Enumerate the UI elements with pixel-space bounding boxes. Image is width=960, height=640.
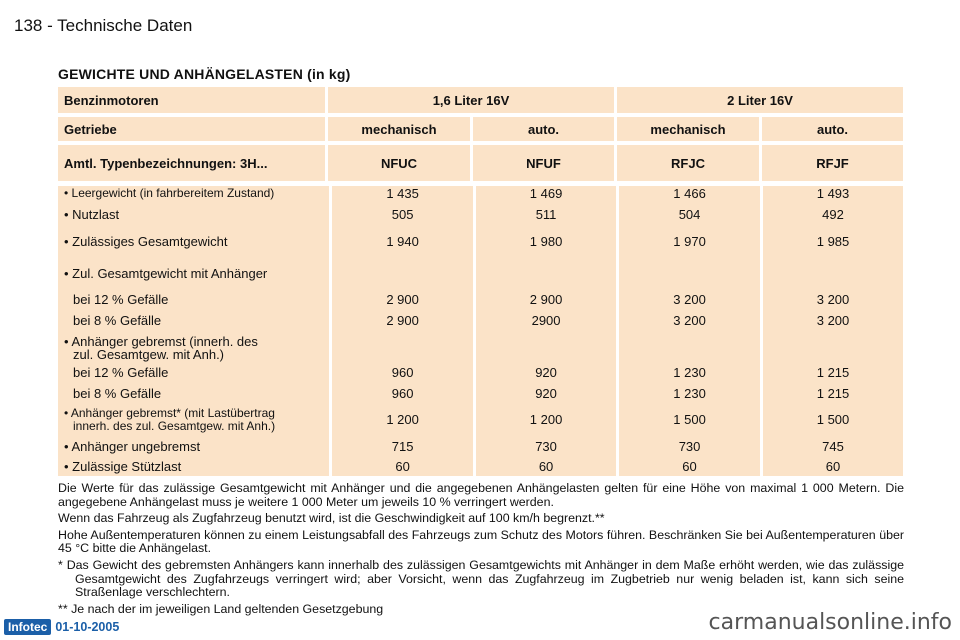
value-cell: 504 xyxy=(678,207,701,222)
value-cell: 730 xyxy=(535,439,557,454)
note-footnote-2: ** Je nach der im jeweiligen Land geltenden Gesetzgebung xyxy=(58,601,384,616)
cell-gearbox-3: mechanisch xyxy=(617,117,759,141)
value-column-rfjf xyxy=(763,186,903,476)
value-cell: 505 xyxy=(391,207,414,222)
value-cell: 60 xyxy=(825,459,841,474)
footer xyxy=(4,619,119,635)
footer-date: 01-10-2005 xyxy=(55,620,120,634)
table-row-engines xyxy=(58,87,903,113)
value-cell: 960 xyxy=(391,365,414,380)
cell-engine-16: 1,6 Liter 16V xyxy=(328,87,614,113)
value-cell: 1 230 xyxy=(673,386,706,401)
value-column-rfjc xyxy=(619,186,760,476)
value-cell: 1 215 xyxy=(816,386,850,401)
value-cell: 1 435 xyxy=(386,186,419,201)
value-cell: 3 200 xyxy=(816,292,850,307)
notes-block xyxy=(58,482,904,619)
label-anh-gebremst-2: zul. Gesamtgew. mit Anh.) xyxy=(73,347,225,362)
value-cell: 1 493 xyxy=(816,186,850,201)
value-cell: 1 970 xyxy=(673,234,706,249)
note-speed: Wenn das Fahrzeug als Zugfahrzeug benutzt wird, ist die Geschwindigkeit auf 100 km/h begrenzt.** xyxy=(58,511,605,526)
label-nutzlast: • Nutzlast xyxy=(64,207,120,222)
label-8-gefaelle-b: bei 8 % Gefälle xyxy=(73,386,162,401)
value-cell: 60 xyxy=(395,459,410,474)
value-cell: 1 469 xyxy=(529,186,563,201)
value-cell: 1 200 xyxy=(529,412,563,427)
cell-type-3: RFJC xyxy=(617,145,759,181)
value-cell: 3 200 xyxy=(816,313,850,328)
value-cell: 1 940 xyxy=(386,234,419,249)
value-cell: 920 xyxy=(535,386,557,401)
value-cell: 60 xyxy=(538,459,554,474)
cell-type-2: NFUF xyxy=(473,145,614,181)
page-header: 138 - Technische Daten xyxy=(14,16,193,35)
value-cell: 3 200 xyxy=(673,313,706,328)
value-cell: 511 xyxy=(535,207,557,222)
value-cell: 1 200 xyxy=(386,412,419,427)
value-cell: 2900 xyxy=(531,313,561,328)
label-leergewicht: • Leergewicht (in fahrbereitem Zustand) xyxy=(64,186,275,200)
label-12-gefaelle-a: bei 12 % Gefälle xyxy=(73,292,169,307)
label-anh-lastuebertrag-1: • Anhänger gebremst* (mit Lastübertrag xyxy=(64,406,275,420)
value-cell: 730 xyxy=(678,439,701,454)
value-cell: 715 xyxy=(391,439,414,454)
label-12-gefaelle-b: bei 12 % Gefälle xyxy=(73,365,169,380)
value-cell: 745 xyxy=(822,439,844,454)
watermark: carmanualsonline.info xyxy=(708,610,952,635)
infotec-logo: Infotec xyxy=(4,619,51,635)
label-zul-gesamtgewicht: • Zulässiges Gesamtgewicht xyxy=(64,234,228,249)
cell-gearbox-1: mechanisch xyxy=(328,117,470,141)
label-column xyxy=(58,186,329,476)
value-cell: 2 900 xyxy=(386,292,419,307)
value-cell: 1 230 xyxy=(673,365,706,380)
value-cell: 492 xyxy=(822,207,844,222)
cell-types-label: Amtl. Typenbezeichnungen: 3H... xyxy=(58,145,325,181)
label-anh-ungebremst: • Anhänger ungebremst xyxy=(64,439,201,454)
table-row-gearbox xyxy=(58,117,903,141)
label-anh-gebremst-1: • Anhänger gebremst (innerh. des xyxy=(64,334,258,349)
cell-gearbox-4: auto. xyxy=(762,117,903,141)
cell-gearbox-2: auto. xyxy=(473,117,614,141)
value-column-nfuf xyxy=(476,186,616,476)
value-cell: 60 xyxy=(682,459,697,474)
note-footnote-1: * Das Gewicht des gebremsten Anhängers kann innerhalb des zulässigen Gesamtgewichts mit Anhänger in dem Maße erhöht werden, wie das zulässige Gesamtgewicht des Zugfahrzeugs verringert wird; aber Vorsicht, wenn das Zugfahrzeug im Zugbetrieb nur wenig beladen ist, kann sich seine Straßenlage verschlechtern. xyxy=(58,557,904,600)
label-stuetzlast: • Zulässige Stützlast xyxy=(64,459,182,474)
table-row-types xyxy=(58,145,903,181)
cell-engines-label: Benzinmotoren xyxy=(58,87,325,113)
value-cell: 2 900 xyxy=(529,292,563,307)
value-cell: 960 xyxy=(391,386,414,401)
label-8-gefaelle-a: bei 8 % Gefälle xyxy=(73,313,162,328)
value-cell: 2 900 xyxy=(386,313,419,328)
value-cell: 1 500 xyxy=(673,412,706,427)
cell-gearbox-label: Getriebe xyxy=(58,117,325,141)
value-cell: 1 466 xyxy=(673,186,706,201)
section-title: GEWICHTE UND ANHÄNGELASTEN (in kg) xyxy=(58,66,351,82)
note-temperature: Hohe Außentemperaturen können zu einem Leistungsabfall des Fahrzeugs zum Schutz des Motors führen. Beschränken Sie bei Außentemperaturen über 45 °C bitte die Anhängelast. xyxy=(58,527,904,556)
value-cell: 1 500 xyxy=(816,412,850,427)
label-zul-gesamtgewicht-anh: • Zul. Gesamtgewicht mit Anhänger xyxy=(64,266,268,281)
note-altitude: Die Werte für das zulässige Gesamtgewicht mit Anhänger und die angegebenen Anhängelasten gelten für eine Höhe von maximal 1 000 Metern. Die angegebene Anhängelast muss je weitere 1 000 Meter um jeweils 10 % verringert werden. xyxy=(58,481,904,509)
cell-type-4: RFJF xyxy=(762,145,903,181)
cell-engine-20: 2 Liter 16V xyxy=(617,87,903,113)
value-column-nfuc xyxy=(332,186,473,476)
value-cell: 1 215 xyxy=(816,365,850,380)
label-anh-lastuebertrag-2: innerh. des zul. Gesamtgew. mit Anh.) xyxy=(73,419,276,433)
value-cell: 3 200 xyxy=(673,292,706,307)
cell-type-1: NFUC xyxy=(328,145,470,181)
value-cell: 920 xyxy=(535,365,557,380)
value-cell: 1 985 xyxy=(816,234,850,249)
value-cell: 1 980 xyxy=(529,234,563,249)
